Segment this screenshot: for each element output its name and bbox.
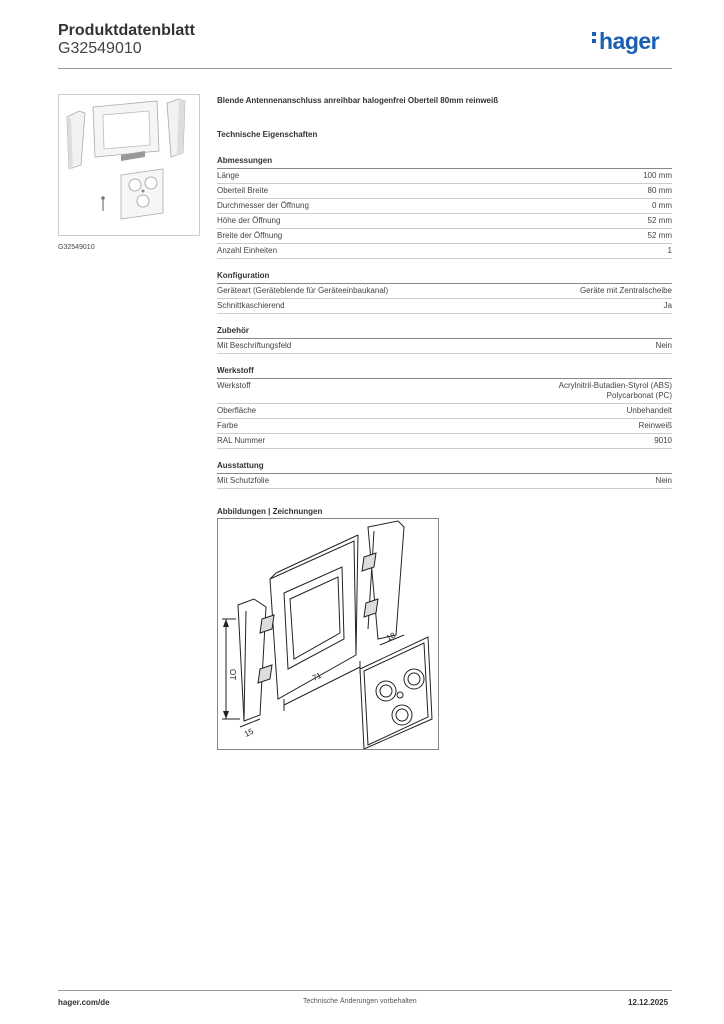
footer-divider	[58, 990, 672, 991]
table-row	[217, 404, 672, 419]
row-value: Ja	[663, 301, 672, 310]
footer-disclaimer: Technische Änderungen vorbehalten	[303, 998, 417, 1005]
row-value: 1	[667, 246, 672, 255]
table-row	[217, 199, 672, 214]
section-abmessungen	[217, 156, 672, 259]
thumbnail-caption: G32549010	[58, 244, 95, 251]
table-row	[217, 169, 672, 184]
figures-heading: Abbildungen | Zeichnungen	[217, 507, 323, 516]
row-label: Geräteart (Geräteblende für Geräteeinbaukanal)	[217, 286, 389, 295]
footer-date: 12.12.2025	[628, 998, 669, 1007]
row-label: Mit Schutzfolie	[217, 476, 270, 485]
section-title: Konfiguration	[217, 271, 672, 284]
row-value: 0 mm	[652, 201, 672, 210]
row-value: Reinweiß	[638, 421, 672, 430]
row-label: Oberteil Breite	[217, 186, 269, 195]
row-value: Acrylnitril-Butadien-Styrol (ABS) Polycarbonat (PC)	[558, 381, 672, 400]
table-row	[217, 214, 672, 229]
article-number: G32549010	[58, 40, 142, 57]
dim-height-label: OT	[228, 669, 237, 681]
row-value: 9010	[654, 436, 672, 445]
row-label: Durchmesser der Öffnung	[217, 201, 309, 210]
row-value: Nein	[655, 341, 672, 350]
brand-name: hager	[599, 28, 660, 54]
row-label: Werkstoff	[217, 381, 251, 390]
row-value: Nein	[655, 476, 672, 485]
table-row	[217, 244, 672, 259]
dim-depth-left-label: 15	[242, 726, 255, 739]
section-werkstoff	[217, 366, 672, 449]
product-details	[217, 96, 672, 516]
technical-drawing	[217, 518, 439, 750]
section-title: Werkstoff	[217, 366, 672, 379]
product-thumbnail	[58, 94, 200, 236]
section-zubehoer	[217, 326, 672, 354]
row-value: 52 mm	[647, 216, 672, 225]
row-label: RAL Nummer	[217, 436, 266, 445]
table-row	[217, 419, 672, 434]
dim-width-label: 71	[310, 670, 323, 683]
logo-dots-icon	[592, 32, 597, 46]
footer-website-link[interactable]: hager.com/de	[58, 998, 110, 1007]
row-label: Oberfläche	[217, 406, 257, 415]
row-value: Geräte mit Zentralscheibe	[579, 286, 672, 295]
document-title: Produktdatenblatt	[58, 22, 195, 39]
section-ausstattung	[217, 461, 672, 489]
section-title: Ausstattung	[217, 461, 672, 474]
section-konfiguration	[217, 271, 672, 314]
table-row	[217, 339, 672, 354]
product-photo-icon	[59, 95, 199, 235]
row-value: 52 mm	[647, 231, 672, 240]
dim-depth-right-label: 18	[384, 630, 397, 643]
row-label: Breite der Öffnung	[217, 231, 283, 240]
table-row	[217, 284, 672, 299]
row-value: 80 mm	[647, 186, 672, 195]
row-value: Unbehandelt	[626, 406, 672, 415]
header-divider	[58, 68, 672, 69]
table-row	[217, 229, 672, 244]
table-row	[217, 299, 672, 314]
table-row	[217, 434, 672, 449]
table-row	[217, 184, 672, 199]
exploded-view-icon	[218, 519, 438, 749]
section-title: Zubehör	[217, 326, 672, 339]
row-label: Schnittkaschierend	[217, 301, 285, 310]
product-description: Blende Antennenanschluss anreihbar halogenfrei Oberteil 80mm reinweiß	[217, 96, 499, 105]
row-value: 100 mm	[643, 171, 672, 180]
technical-properties-heading: Technische Eigenschaften	[217, 130, 318, 139]
row-label: Höhe der Öffnung	[217, 216, 281, 225]
row-label: Anzahl Einheiten	[217, 246, 278, 255]
section-title: Abmessungen	[217, 156, 672, 169]
row-label: Mit Beschriftungsfeld	[217, 341, 292, 350]
hager-logo[interactable]	[592, 28, 659, 55]
table-row	[217, 379, 672, 404]
row-label: Länge	[217, 171, 240, 180]
row-label: Farbe	[217, 421, 238, 430]
table-row	[217, 474, 672, 489]
